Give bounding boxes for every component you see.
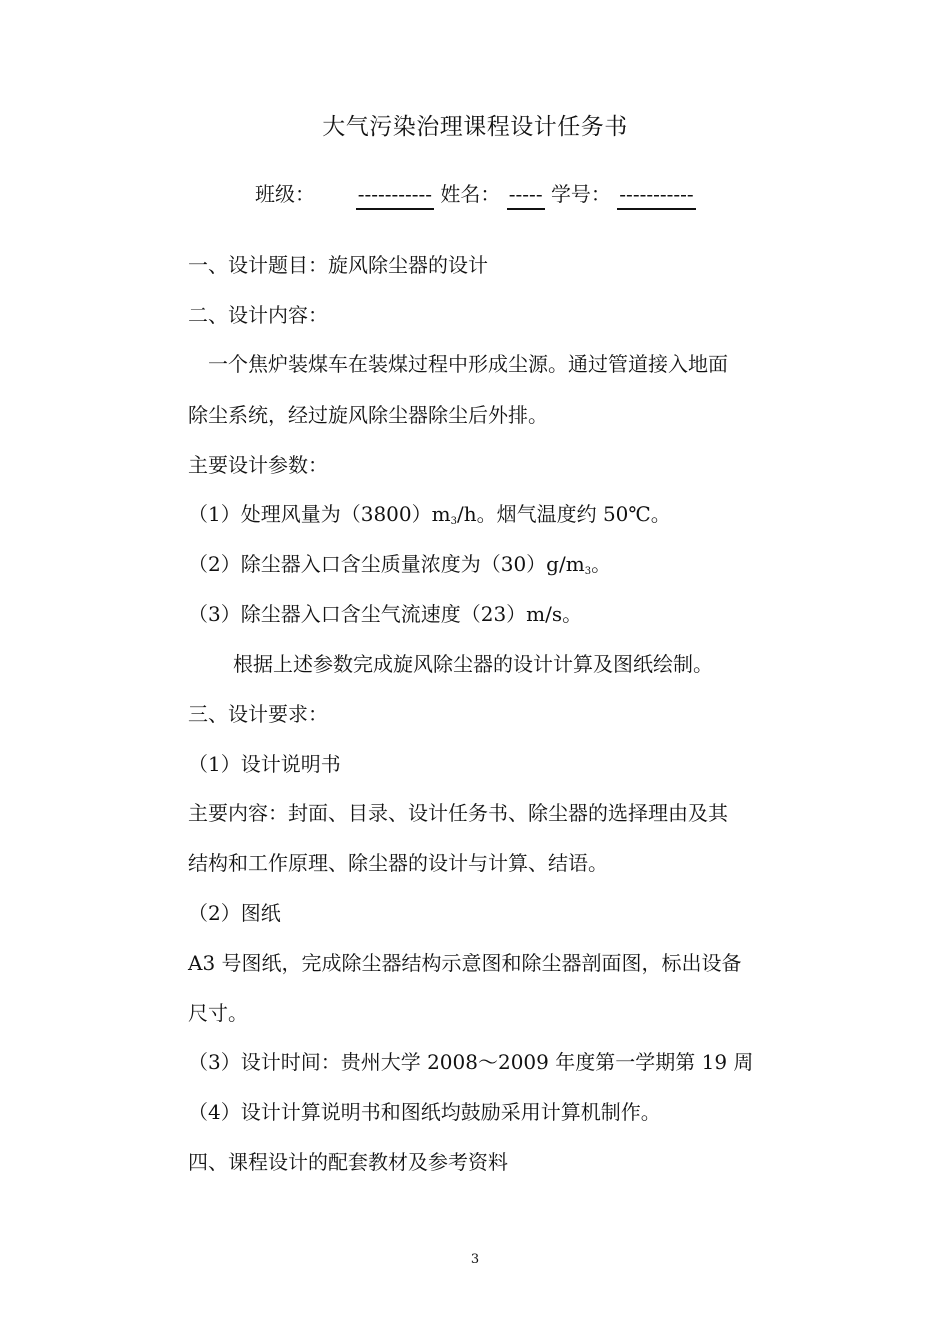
content-paragraph-line-2: 除尘系统，经过旋风除尘器除尘后外排。 xyxy=(188,403,548,427)
param-item-3: （3）除尘器入口含尘气流速度（23）m/s。 xyxy=(188,602,583,626)
requirement-4: （4）设计计算说明书和图纸均鼓励采用计算机制作。 xyxy=(188,1100,661,1124)
requirement-1-content-line-1: 主要内容：封面、目录、设计任务书、除尘器的选择理由及其 xyxy=(188,801,728,825)
section-3-heading: 三、设计要求： xyxy=(188,702,328,726)
requirement-2: （2）图纸 xyxy=(188,901,281,925)
page-number: 3 xyxy=(470,1252,480,1267)
id-label: 学号： xyxy=(550,182,611,206)
requirement-3: （3）设计时间：贵州大学 2008～2009 年度第一学期第 19 周 xyxy=(188,1050,754,1074)
param-item-1: （1）处理风量为（3800）m3/h。烟气温度约 50℃。 xyxy=(188,502,671,527)
name-field: ----- xyxy=(507,182,545,210)
document-title: 大气污染治理课程设计任务书 xyxy=(322,114,628,140)
param-item-2: （2）除尘器入口含尘质量浓度为（30）g/m3。 xyxy=(188,552,612,577)
student-info-line xyxy=(255,178,696,210)
name-label: 姓名： xyxy=(440,182,501,206)
content-paragraph-line-1: 一个焦炉装煤车在装煤过程中形成尘源。通过管道接入地面 xyxy=(208,352,728,376)
requirement-1: （1）设计说明书 xyxy=(188,752,341,776)
class-field: ----------- xyxy=(356,182,434,210)
class-label: 班级： xyxy=(255,182,315,206)
requirement-2-content-line-1: A3 号图纸，完成除尘器结构示意图和除尘器剖面图，标出设备 xyxy=(188,951,742,975)
section-2-heading: 二、设计内容： xyxy=(188,303,328,327)
requirement-2-content-line-2: 尺寸。 xyxy=(188,1001,248,1025)
id-field: ----------- xyxy=(617,182,695,210)
section-1-heading: 一、设计题目：旋风除尘器的设计 xyxy=(188,253,488,277)
requirement-1-content-line-2: 结构和工作原理、除尘器的设计与计算、结语。 xyxy=(188,851,608,875)
params-heading: 主要设计参数： xyxy=(188,453,328,477)
section-4-heading: 四、课程设计的配套教材及参考资料 xyxy=(188,1150,508,1174)
param-conclusion: 根据上述参数完成旋风除尘器的设计计算及图纸绘制。 xyxy=(233,652,713,676)
